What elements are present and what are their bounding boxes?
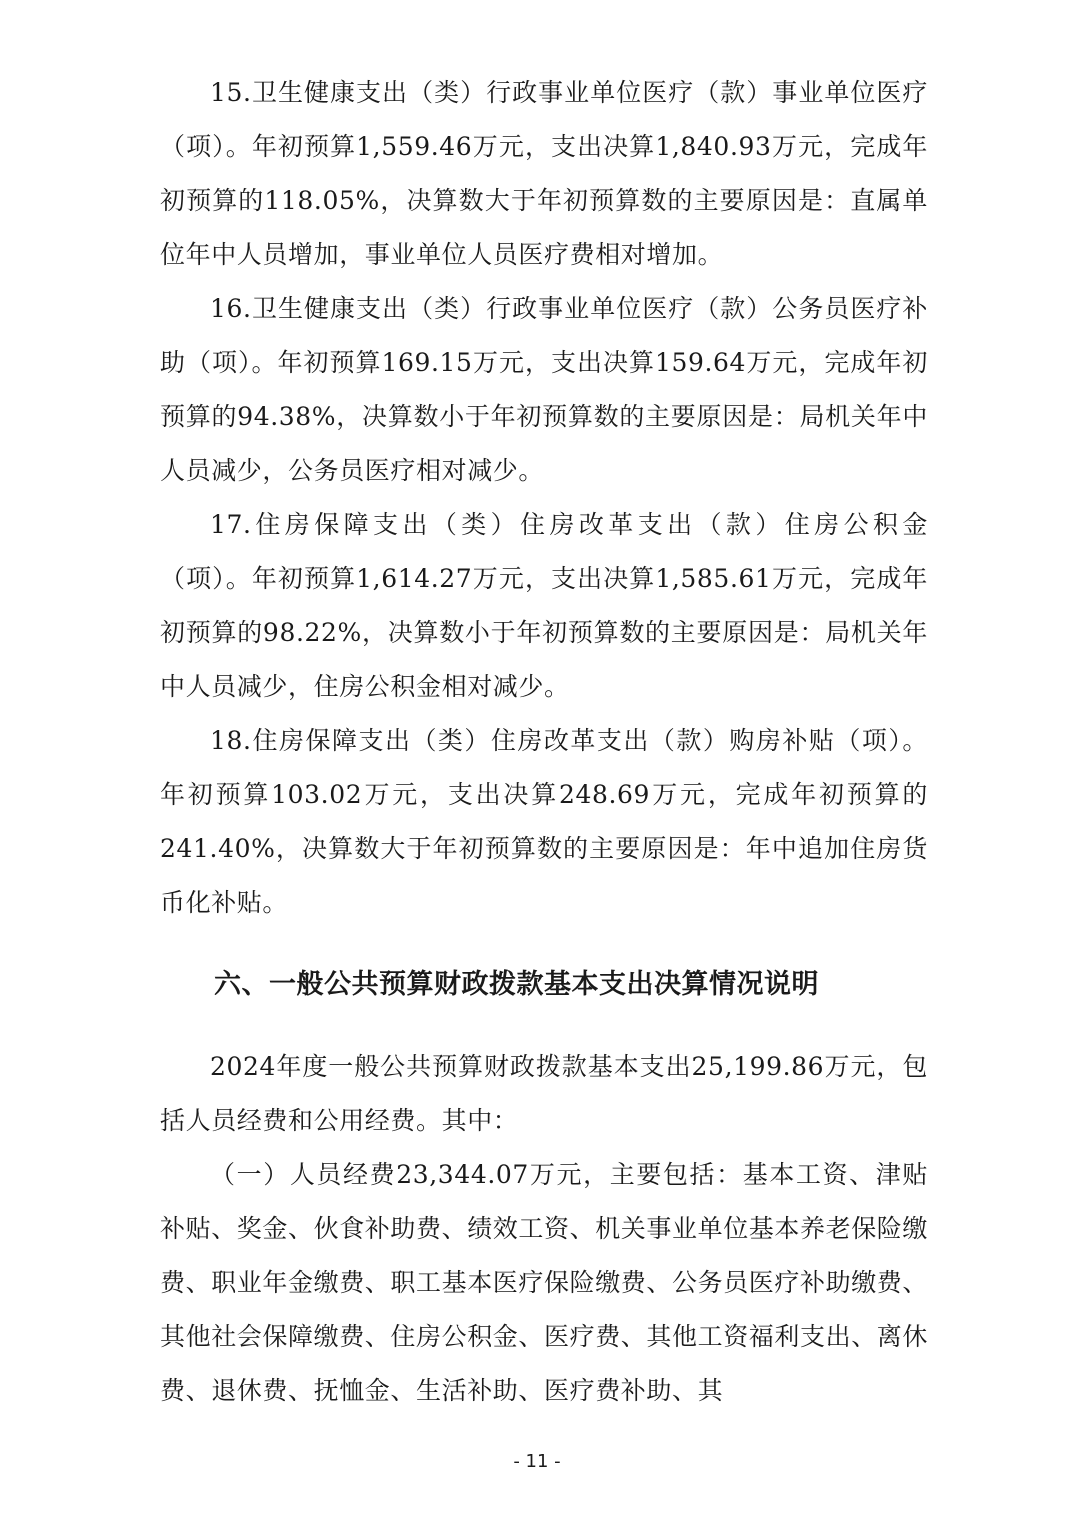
paragraph-item-18: 18.住房保障支出（类）住房改革支出（款）购房补贴（项）。年初预算103.02万元，支出决算248.69万元，完成年初预算的241.40%，决算数大于年初预算数的主要原因是：年中追加住房货币化补贴。 [160, 726, 928, 917]
section-heading: 六、一般公共预算财政拨款基本支出决算情况说明 [214, 969, 819, 1000]
paragraph-item-17: 17.住房保障支出（类）住房改革支出（款）住房公积金（项）。年初预算1,614.27万元，支出决算1,585.61万元，完成年初预算的98.22%，决算数小于年初预算数的主要原因是：局机关年中人员减少，住房公积金相对减少。 [160, 510, 928, 701]
paragraph-item-16: 16.卫生健康支出（类）行政事业单位医疗（款）公务员医疗补助（项）。年初预算169.15万元，支出决算159.64万元，完成年初预算的94.38%，决算数小于年初预算数的主要原因是：局机关年中人员减少，公务员医疗相对减少。 [160, 294, 928, 485]
section-intro-paragraph: 2024年度一般公共预算财政拨款基本支出25,199.86万元，包括人员经费和公用经费。其中： [160, 1052, 928, 1135]
page-number: - 11 - [513, 1451, 561, 1472]
paragraph-item-15: 15.卫生健康支出（类）行政事业单位医疗（款）事业单位医疗（项）。年初预算1,559.46万元，支出决算1,840.93万元，完成年初预算的118.05%，决算数大于年初预算数的主要原因是：直属单位年中人员增加，事业单位人员医疗费相对增加。 [160, 78, 928, 269]
personnel-expenses-paragraph: （一）人员经费23,344.07万元，主要包括：基本工资、津贴补贴、奖金、伙食补助费、绩效工资、机关事业单位基本养老保险缴费、职业年金缴费、职工基本医疗保险缴费、公务员医疗补助缴费、其他社会保障缴费、住房公积金、医疗费、其他工资福利支出、离休费、退休费、抚恤金、生活补助、医疗费补助、其 [160, 1160, 929, 1405]
